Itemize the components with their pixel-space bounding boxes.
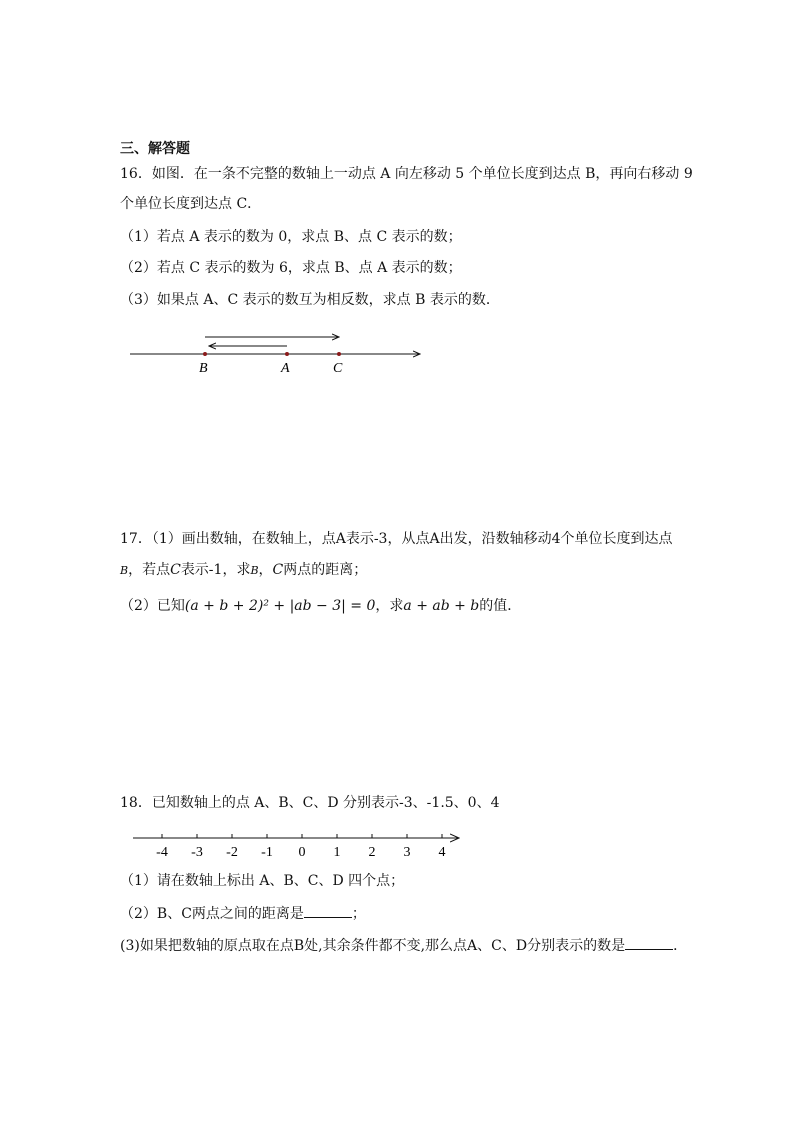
q16-stem-line2: 个单位长度到达点 C．: [120, 196, 262, 212]
q17-formula: (a + b + 2)² + |ab − 3| = 0: [184, 598, 376, 614]
q17-text-1: ，若点: [128, 562, 171, 578]
q17-text-3: ，: [258, 562, 273, 578]
q17-part1-line1: 17．（1）画出数轴，在数轴上，点A表示-3，从点A出发，沿数轴移动4个单位长度到达点: [120, 531, 673, 547]
q18-number-line-figure: [125, 828, 470, 862]
q18-part3-prefix: (3)如果把数轴的原点取在点B处,其余条件都不变,那么点A、C、D分别表示的数是: [120, 938, 626, 954]
q18-part2-answer-blank[interactable]: [304, 903, 352, 918]
q17-var-b2: B: [250, 564, 259, 577]
q18-part2-prefix: （2）B、C两点之间的距离是: [120, 906, 304, 922]
q17-var-b1: B: [120, 564, 129, 577]
q18-tick-label: 3: [403, 845, 411, 860]
q18-tick-label: 4: [438, 845, 446, 860]
q17-part2-mid: ，求: [375, 598, 404, 614]
q17-part1-line2: [120, 560, 367, 581]
q16-part3: （3）如果点 A、C 表示的数互为相反数，求点 B 表示的数．: [120, 292, 500, 308]
q18-part2: [120, 903, 366, 924]
point-B-dot: [203, 352, 207, 356]
q16-part2: （2）若点 C 表示的数为 6，求点 B、点 A 表示的数；: [120, 260, 462, 276]
q17-expression: a + ab + b: [403, 598, 480, 614]
q17-text-4: 两点的距离；: [283, 562, 368, 578]
q16-stem-line1: 16．如图．在一条不完整的数轴上一动点 A 向左移动 5 个单位长度到达点 B，再向右移动 9: [120, 166, 693, 182]
point-C-label: C: [333, 361, 343, 376]
q18-part2-suffix: ；: [351, 906, 366, 922]
q18-tick-label: -2: [226, 845, 238, 860]
q17-part2-prefix: （2）已知: [120, 598, 185, 614]
point-C-dot: [337, 352, 341, 356]
q18-tick-label: 1: [333, 845, 341, 860]
q17-text-2: 表示-1，求: [180, 562, 251, 578]
q18-tick-label: 2: [368, 845, 376, 860]
q18-part1: （1）请在数轴上标出 A、B、C、D 四个点；: [120, 873, 405, 889]
q18-tick-label: -3: [191, 845, 203, 860]
q17-part2-suffix: 的值．: [479, 598, 522, 614]
section-title: 三、解答题: [120, 141, 190, 157]
point-B-label: B: [199, 361, 208, 376]
q18-part3-suffix: ．: [673, 938, 688, 954]
point-A-label: A: [281, 361, 290, 376]
point-A-dot: [285, 352, 289, 356]
q17-var-c2: C: [272, 562, 284, 578]
q16-number-line-figure: [125, 328, 430, 380]
q18-tick-label: -1: [261, 845, 273, 860]
q18-part3: [120, 935, 687, 956]
q18-tick-label: 0: [298, 845, 306, 860]
q17-var-c1: C: [170, 562, 181, 578]
q17-part2: [120, 596, 521, 616]
q18-part3-answer-blank[interactable]: [625, 935, 673, 950]
q16-part1: （1）若点 A 表示的数为 0，求点 B、点 C 表示的数；: [120, 229, 462, 245]
q18-stem: 18．已知数轴上的点 A、B、C、D 分别表示-3、-1.5、0、4: [120, 795, 500, 811]
q18-tick-label: -4: [156, 845, 168, 860]
